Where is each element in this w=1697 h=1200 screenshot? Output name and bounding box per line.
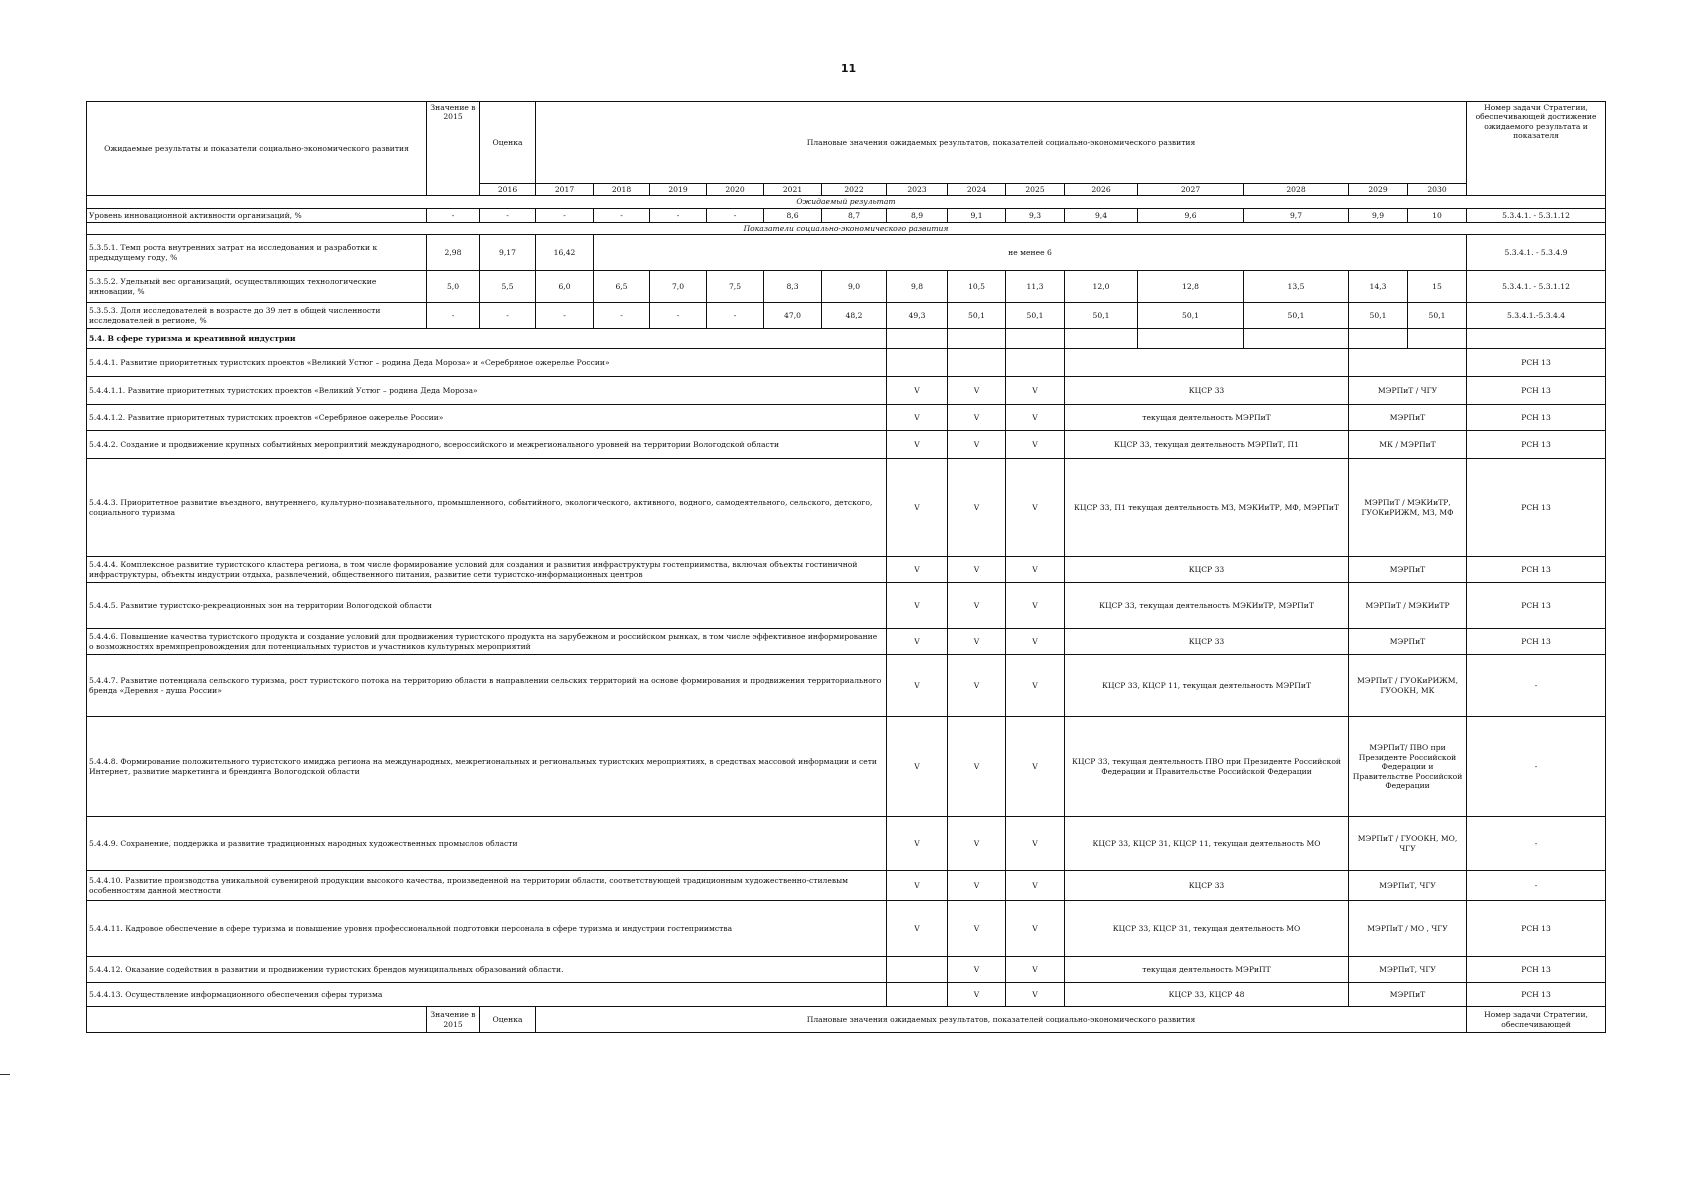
indicator-value: 50,1 [1349, 303, 1408, 329]
measure-task: РСН 13 [1467, 557, 1606, 583]
measure-mark: V [948, 983, 1006, 1007]
measure-mark: V [948, 405, 1006, 431]
measure-mark: V [887, 817, 948, 871]
indicator-row [87, 235, 1606, 271]
estimate-header: Оценка [480, 102, 536, 184]
measure-label: 5.4.4.10. Развитие производства уникальной сувенирной продукции высокого качества, произведенной на территории области, соответствующей традиционным художественно-стилевым особенностям данной местности [87, 871, 887, 901]
measure-mark: V [1006, 377, 1065, 405]
indicator-value: - [707, 303, 764, 329]
empty-cell [1244, 329, 1349, 349]
measure-row [87, 717, 1606, 817]
indicator-value-2017: 16,42 [536, 235, 594, 271]
innovation-row [87, 208, 1606, 222]
year-header-2027: 2027 [1138, 184, 1244, 196]
measure-label: 5.4.4.4. Комплексное развитие туристского кластера региона, в том числе формирование условий для создания и развития инфраструктуры гостеприимства, включая объекты гостиничной инфраструктуры, объекты индустрии отдыха, развлечений, общественного питания, развитие сети туристско-информационных центров [87, 557, 887, 583]
indicator-task: 5.3.4.1. - 5.3.4.9 [1467, 235, 1606, 271]
measure-label: 5.4.4.1. Развитие приоритетных туристских проектов «Великий Устюг – родина Деда Мороза» и «Серебряное ожерелье России» [87, 349, 887, 377]
measure-task: РСН 13 [1467, 431, 1606, 459]
measure-row [87, 957, 1606, 983]
footer-estimate: Оценка [480, 1007, 536, 1033]
innovation-value: - [536, 208, 594, 222]
measure-responsible: МЭРПиТ [1349, 405, 1467, 431]
measure-source: КЦСР 33, КЦСР 48 [1065, 983, 1349, 1007]
indicator-value: - [650, 303, 707, 329]
measure-label: 5.4.4.8. Формирование положительного туристского имиджа региона на международных, межрегиональных и региональных туристских мероприятиях, в средствах массовой информации и сети Интернет, развитие маркетинга и брендинга Вологодской области [87, 717, 887, 817]
indicator-value: - [427, 303, 480, 329]
section-row-tourism [87, 329, 1606, 349]
footer-header-row [87, 1007, 1606, 1033]
indicator-label: 5.3.5.2. Удельный вес организаций, осуществляющих технологические инновации, % [87, 271, 427, 303]
header-row-main [87, 102, 1606, 184]
indicator-value: 6,5 [594, 271, 650, 303]
measure-label: 5.4.4.13. Осуществление информационного обеспечения сферы туризма [87, 983, 887, 1007]
indicator-value: - [536, 303, 594, 329]
indicator-value: 11,3 [1006, 271, 1065, 303]
year-header-2020: 2020 [707, 184, 764, 196]
indicator-value: 9,8 [887, 271, 948, 303]
empty-cell [1065, 329, 1138, 349]
measure-mark: V [887, 583, 948, 629]
measure-responsible: МЭРПиТ / МЭКИиТР, ГУОКиРИЖМ, МЗ, МФ [1349, 459, 1467, 557]
measure-mark: V [887, 629, 948, 655]
year-header-2029: 2029 [1349, 184, 1408, 196]
measure-mark: V [1006, 817, 1065, 871]
measure-task: РСН 13 [1467, 377, 1606, 405]
measure-source [1065, 349, 1349, 377]
measure-responsible: МЭРПиТ [1349, 557, 1467, 583]
indicator-value: 9,0 [822, 271, 887, 303]
indicator-value: 10,5 [948, 271, 1006, 303]
measure-source: КЦСР 33, текущая деятельность МЭКИиТР, МЭРПиТ [1065, 583, 1349, 629]
measure-mark: V [1006, 557, 1065, 583]
measure-mark: V [948, 817, 1006, 871]
measure-source: текущая деятельность МЭРиПТ [1065, 957, 1349, 983]
measure-responsible: МЭРПиТ / ГУООКН, МО, ЧГУ [1349, 817, 1467, 871]
innovation-value: 9,7 [1244, 208, 1349, 222]
measure-task: РСН 13 [1467, 583, 1606, 629]
section-tourism-title: 5.4. В сфере туризма и креативной индустрии [87, 329, 887, 349]
strategy-table [86, 101, 1606, 1033]
measure-mark [887, 349, 948, 377]
measure-source: КЦСР 33, КЦСР 31, КЦСР 11, текущая деятельность МО [1065, 817, 1349, 871]
measure-responsible: МЭРПиТ [1349, 629, 1467, 655]
measure-mark [887, 957, 948, 983]
innovation-value: - [650, 208, 707, 222]
section-row-indicators [87, 222, 1606, 234]
year-header-2025: 2025 [1006, 184, 1065, 196]
indicator-value: 47,0 [764, 303, 822, 329]
indicator-merged-value: не менее 6 [594, 235, 1467, 271]
empty-cell [1408, 329, 1467, 349]
page-number: 11 [840, 62, 857, 75]
measure-row [87, 405, 1606, 431]
indicator-value: 50,1 [1408, 303, 1467, 329]
measure-source: текущая деятельность МЭРПиТ [1065, 405, 1349, 431]
measure-source: КЦСР 33 [1065, 629, 1349, 655]
measure-mark: V [1006, 405, 1065, 431]
measure-mark: V [948, 717, 1006, 817]
measure-source: КЦСР 33, КЦСР 31, текущая деятельность МО [1065, 901, 1349, 957]
innovation-value: 8,9 [887, 208, 948, 222]
measure-mark: V [1006, 871, 1065, 901]
innovation-value: 9,1 [948, 208, 1006, 222]
indicator-value: - [594, 303, 650, 329]
indicator-value: 14,3 [1349, 271, 1408, 303]
innovation-value: 9,4 [1065, 208, 1138, 222]
indicator-value: 5,5 [480, 271, 536, 303]
indicator-value: 7,5 [707, 271, 764, 303]
measure-responsible: МЭРПиТ / ГУОКиРИЖМ, ГУООКН, МК [1349, 655, 1467, 717]
measure-label: 5.4.4.11. Кадровое обеспечение в сфере туризма и повышение уровня профессиональной подготовки персонала в сфере туризма и индустрии гостеприимства [87, 901, 887, 957]
indicator-value: 7,0 [650, 271, 707, 303]
year-header-2019: 2019 [650, 184, 707, 196]
measure-mark: V [887, 557, 948, 583]
measure-responsible: МЭРПиТ/ ПВО при Президенте Российской Федерации и Правительстве Российской Федерации [1349, 717, 1467, 817]
indicator-value: 50,1 [1006, 303, 1065, 329]
measure-mark: V [887, 405, 948, 431]
indicator-value: 50,1 [948, 303, 1006, 329]
measure-task: - [1467, 655, 1606, 717]
measure-responsible: МЭРПиТ [1349, 983, 1467, 1007]
innovation-value: 8,7 [822, 208, 887, 222]
indicator-label: 5.3.5.3. Доля исследователей в возрасте до 39 лет в общей численности исследователей в регионе, % [87, 303, 427, 329]
measure-row [87, 655, 1606, 717]
indicator-value: 13,5 [1244, 271, 1349, 303]
innovation-label: Уровень инновационной активности организаций, % [87, 208, 427, 222]
measure-mark: V [948, 871, 1006, 901]
measure-mark: V [887, 431, 948, 459]
innovation-value: 9,3 [1006, 208, 1065, 222]
innovation-value: - [427, 208, 480, 222]
innovation-value: 8,6 [764, 208, 822, 222]
measure-row [87, 901, 1606, 957]
measure-mark: V [887, 871, 948, 901]
indicator-row [87, 303, 1606, 329]
measure-responsible: МЭРПиТ, ЧГУ [1349, 957, 1467, 983]
measure-mark: V [1006, 629, 1065, 655]
measure-mark: V [887, 717, 948, 817]
indicator-value: 50,1 [1065, 303, 1138, 329]
measure-label: 5.4.4.1.2. Развитие приоритетных туристских проектов «Серебряное ожерелье России» [87, 405, 887, 431]
indicator-task: 5.3.4.1.-5.3.4.4 [1467, 303, 1606, 329]
measure-task: РСН 13 [1467, 629, 1606, 655]
measure-label: 5.4.4.3. Приоритетное развитие въездного, внутреннего, культурно-познавательного, промышленного, событийного, экологического, активного, водного, самодеятельного, сельского, детского, социального туризма [87, 459, 887, 557]
measure-mark: V [948, 583, 1006, 629]
footer-value-2015: Значение в 2015 [427, 1007, 480, 1033]
measure-task: - [1467, 717, 1606, 817]
indicator-value: 15 [1408, 271, 1467, 303]
innovation-value: - [707, 208, 764, 222]
measure-mark: V [948, 557, 1006, 583]
measure-row [87, 983, 1606, 1007]
measure-mark: V [1006, 901, 1065, 957]
measure-label: 5.4.4.12. Оказание содействия в развитии и продвижении туристских брендов муниципальных образований области. [87, 957, 887, 983]
measure-label: 5.4.4.7. Развитие потенциала сельского туризма, рост туристского потока на территорию области в направлении сельских территорий на основе формирования и продвижения территориального бренда «Деревня - душа России» [87, 655, 887, 717]
task-number-header: Номер задачи Стратегии, обеспечивающей достижение ожидаемого результата и показателя [1467, 102, 1606, 196]
measure-mark: V [948, 629, 1006, 655]
measure-mark: V [948, 459, 1006, 557]
measure-responsible: МЭРПиТ / МЭКИиТР [1349, 583, 1467, 629]
year-header-2026: 2026 [1065, 184, 1138, 196]
measure-task: РСН 13 [1467, 901, 1606, 957]
indicator-value: 12,0 [1065, 271, 1138, 303]
measure-label: 5.4.4.1.1. Развитие приоритетных туристских проектов «Великий Устюг – родина Деда Мороза» [87, 377, 887, 405]
measure-mark: V [887, 901, 948, 957]
measure-row [87, 349, 1606, 377]
indicator-value: 5,0 [427, 271, 480, 303]
indicator-value: 8,3 [764, 271, 822, 303]
footer-results-empty [87, 1007, 427, 1033]
indicator-task: 5.3.4.1. - 5.3.1.12 [1467, 271, 1606, 303]
measure-mark: V [1006, 983, 1065, 1007]
year-header-2028: 2028 [1244, 184, 1349, 196]
innovation-task: 5.3.4.1. - 5.3.1.12 [1467, 208, 1606, 222]
measure-task: РСН 13 [1467, 405, 1606, 431]
measure-mark: V [948, 431, 1006, 459]
measure-mark [948, 349, 1006, 377]
empty-cell [1006, 329, 1065, 349]
measure-task: РСН 13 [1467, 349, 1606, 377]
indicator-value: 50,1 [1138, 303, 1244, 329]
results-column-header: Ожидаемые результаты и показатели социально-экономического развития [87, 102, 427, 196]
section-expected-result: Ожидаемый результат [87, 196, 1606, 208]
indicator-row [87, 271, 1606, 303]
innovation-value: - [480, 208, 536, 222]
measure-mark [1006, 349, 1065, 377]
page-edge-mark [0, 1074, 10, 1075]
measure-task: - [1467, 817, 1606, 871]
measure-mark: V [887, 655, 948, 717]
indicator-label: 5.3.5.1. Темп роста внутренних затрат на исследования и разработки к предыдущему году, % [87, 235, 427, 271]
innovation-value: 9,6 [1138, 208, 1244, 222]
year-header-2016: 2016 [480, 184, 536, 196]
innovation-value: 9,9 [1349, 208, 1408, 222]
measure-responsible: МЭРПиТ, ЧГУ [1349, 871, 1467, 901]
measure-row [87, 629, 1606, 655]
empty-cell [948, 329, 1006, 349]
measure-mark: V [1006, 655, 1065, 717]
measure-source: КЦСР 33, КЦСР 11, текущая деятельность МЭРПиТ [1065, 655, 1349, 717]
year-header-2017: 2017 [536, 184, 594, 196]
measure-mark: V [948, 957, 1006, 983]
measure-mark: V [1006, 717, 1065, 817]
measure-source: КЦСР 33, текущая деятельность ПВО при Президенте Российской Федерации и Правительстве Российской Федерации [1065, 717, 1349, 817]
year-header-2021: 2021 [764, 184, 822, 196]
empty-cell [887, 329, 948, 349]
year-header-2018: 2018 [594, 184, 650, 196]
indicator-value-2016: 9,17 [480, 235, 536, 271]
measure-row [87, 377, 1606, 405]
measure-source: КЦСР 33 [1065, 871, 1349, 901]
value-2015-header: Значение в 2015 [427, 102, 480, 196]
measure-mark: V [1006, 431, 1065, 459]
indicator-value: - [480, 303, 536, 329]
measure-source: КЦСР 33, текущая деятельность МЭРПиТ, П1 [1065, 431, 1349, 459]
year-header-2030: 2030 [1408, 184, 1467, 196]
section-row-expected [87, 196, 1606, 208]
innovation-value: - [594, 208, 650, 222]
measure-row [87, 817, 1606, 871]
measure-mark: V [887, 377, 948, 405]
measure-mark: V [948, 901, 1006, 957]
measure-row [87, 459, 1606, 557]
empty-cell [1467, 329, 1606, 349]
innovation-value: 10 [1408, 208, 1467, 222]
measure-source: КЦСР 33, П1 текущая деятельность МЗ, МЭКИиТР, МФ, МЭРПиТ [1065, 459, 1349, 557]
measure-row [87, 431, 1606, 459]
indicator-value: 49,3 [887, 303, 948, 329]
measure-responsible: МЭРПиТ / МО , ЧГУ [1349, 901, 1467, 957]
measure-task: РСН 13 [1467, 957, 1606, 983]
measure-mark: V [1006, 957, 1065, 983]
measure-mark [887, 983, 948, 1007]
measure-row [87, 583, 1606, 629]
indicator-value: 6,0 [536, 271, 594, 303]
measure-mark: V [948, 655, 1006, 717]
measure-row [87, 557, 1606, 583]
year-header-2023: 2023 [887, 184, 948, 196]
measure-responsible: МК / МЭРПиТ [1349, 431, 1467, 459]
measure-responsible: МЭРПиТ / ЧГУ [1349, 377, 1467, 405]
empty-cell [1138, 329, 1244, 349]
year-header-2024: 2024 [948, 184, 1006, 196]
measure-source: КЦСР 33 [1065, 377, 1349, 405]
section-indicators: Показатели социально-экономического развития [87, 222, 1606, 234]
empty-cell [1349, 329, 1408, 349]
indicator-value-2015: 2,98 [427, 235, 480, 271]
measure-task: РСН 13 [1467, 983, 1606, 1007]
footer-planned: Плановые значения ожидаемых результатов, показателей социально-экономического развития [536, 1007, 1467, 1033]
footer-task: Номер задачи Стратегии, обеспечивающей [1467, 1007, 1606, 1033]
measure-label: 5.4.4.5. Развитие туристско-рекреационных зон на территории Вологодской области [87, 583, 887, 629]
measure-mark: V [1006, 583, 1065, 629]
measure-row [87, 871, 1606, 901]
measure-label: 5.4.4.2. Создание и продвижение крупных событийных мероприятий международного, всероссийского и межрегионального уровней на территории Вологодской области [87, 431, 887, 459]
measure-mark: V [948, 377, 1006, 405]
measure-task: - [1467, 871, 1606, 901]
indicator-value: 48,2 [822, 303, 887, 329]
planned-values-header: Плановые значения ожидаемых результатов, показателей социально-экономического развития [536, 102, 1467, 184]
measure-mark: V [1006, 459, 1065, 557]
measure-source: КЦСР 33 [1065, 557, 1349, 583]
indicator-value: 50,1 [1244, 303, 1349, 329]
measure-mark: V [887, 459, 948, 557]
year-header-2022: 2022 [822, 184, 887, 196]
indicator-value: 12,8 [1138, 271, 1244, 303]
measure-responsible [1349, 349, 1467, 377]
measure-label: 5.4.4.9. Сохранение, поддержка и развитие традиционных народных художественных промыслов области [87, 817, 887, 871]
measure-label: 5.4.4.6. Повышение качества туристского продукта и создание условий для продвижения туристского продукта на зарубежном и российском рынках, в том числе эффективное информирование о возможностях времяпрепровождения для потенциальных туристов и участников культурных мероприятий [87, 629, 887, 655]
measure-task: РСН 13 [1467, 459, 1606, 557]
